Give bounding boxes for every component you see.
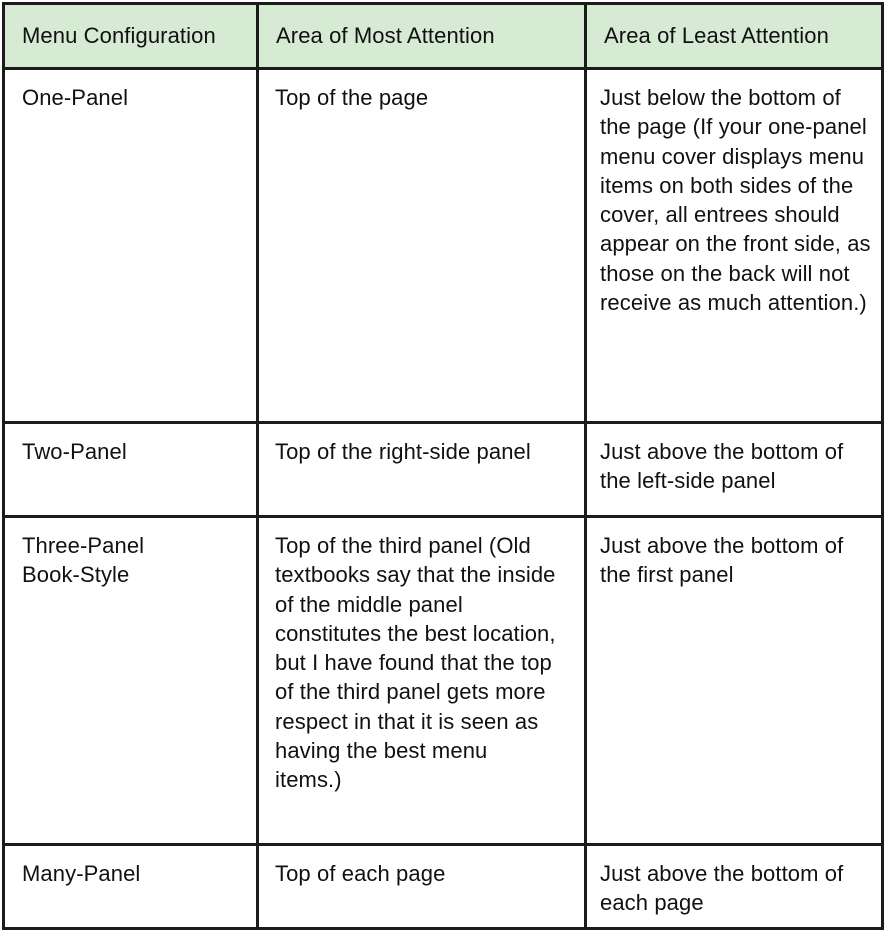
cell-least-attention xyxy=(586,517,883,845)
cell-least-attention xyxy=(586,423,883,517)
cell-text: Top of each page xyxy=(275,861,446,886)
cell-most-attention xyxy=(258,517,586,845)
header-area-most-attention: Area of Most Attention xyxy=(258,4,586,69)
cell-text: Three-Panel Book-Style xyxy=(22,533,145,588)
cell-text: Just below the bottom of the page (If your one-panel menu cover displays menu items on both sides of the cover, all entrees should appear on the front side, as those on the back will not receive as much attention.) xyxy=(600,85,871,316)
table-header xyxy=(4,4,883,69)
cell-configuration xyxy=(4,845,258,929)
cell-text: Many-Panel xyxy=(22,861,141,886)
header-row xyxy=(4,4,883,69)
cell-most-attention xyxy=(258,423,586,517)
cell-most-attention xyxy=(258,845,586,929)
cell-configuration xyxy=(4,69,258,423)
cell-least-attention xyxy=(586,69,883,423)
table-row xyxy=(4,423,883,517)
table-row xyxy=(4,845,883,929)
cell-configuration xyxy=(4,517,258,845)
menu-attention-table xyxy=(2,2,884,930)
cell-text: Top of the page xyxy=(275,85,429,110)
cell-text: Two-Panel xyxy=(22,439,127,464)
table-row xyxy=(4,517,883,845)
cell-text: One-Panel xyxy=(22,85,129,110)
table-body xyxy=(4,69,883,929)
cell-text: Just above the bottom of the first panel xyxy=(600,533,844,588)
cell-text: Just above the bottom of each page xyxy=(600,861,844,916)
table-row xyxy=(4,69,883,423)
cell-most-attention xyxy=(258,69,586,423)
cell-text: Top of the right-side panel xyxy=(275,439,531,464)
header-menu-configuration: Menu Configuration xyxy=(4,4,258,69)
cell-text: Just above the bottom of the left-side panel xyxy=(600,439,844,494)
cell-text: Top of the third panel (Old textbooks say that the inside of the middle panel constitutes the best location, but I have found that the top of the third panel gets more respect in that it is seen as having the best menu items.) xyxy=(275,533,556,793)
header-area-least-attention: Area of Least Attention xyxy=(586,4,883,69)
cell-configuration xyxy=(4,423,258,517)
cell-least-attention xyxy=(586,845,883,929)
